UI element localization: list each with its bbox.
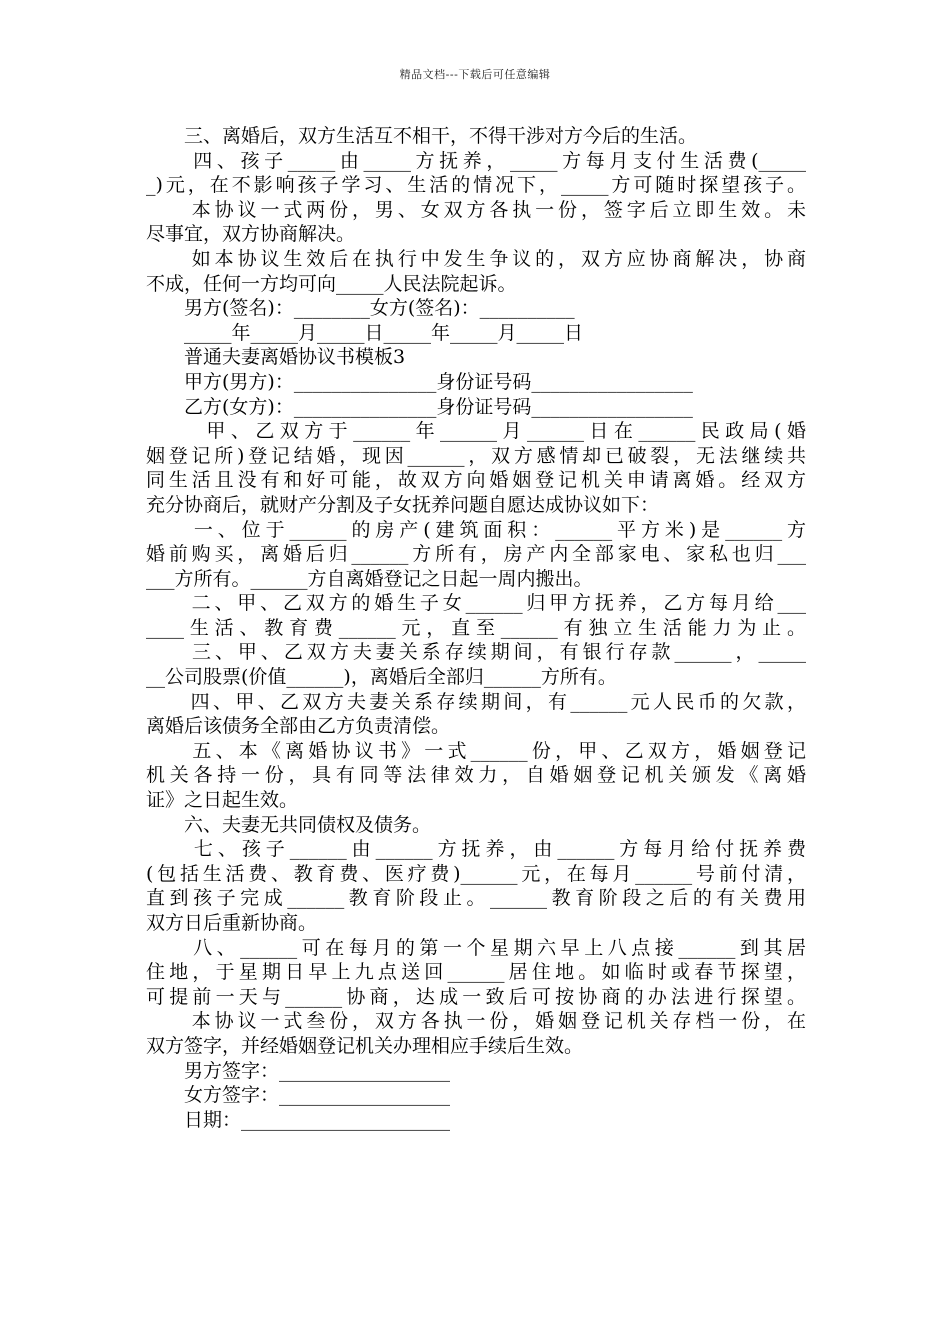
text-line: _____年_____月_____日_____年_____月_____日: [146, 321, 584, 344]
text-line: 八、______可在每月的第一个星期六早上八点接______到其居: [146, 936, 806, 959]
text-line: 男方(签名)：________女方(签名)：__________: [146, 297, 575, 320]
text-line: 五、本《离婚协议书》一式______份，甲、乙双方，婚姻登记: [146, 739, 806, 762]
text-line: 普通夫妻离婚协议书模板3: [146, 346, 406, 369]
text-line: 本协议一式叁份，双方各执一份，婚姻登记机关存档一份，在: [146, 1010, 806, 1033]
text-line: 一、位于______的房产(建筑面积：______平方米)是______方: [146, 518, 806, 541]
text-line: 可提前一天与______协商，达成一致后可按协商的办法进行探望。: [146, 985, 806, 1008]
text-line: 住地，于星期日早上九点送回______居住地。如临时或春节探望，: [146, 961, 806, 984]
text-line: 三、甲、乙双方夫妻关系存续期间，有银行存款______，_____: [146, 641, 806, 664]
text-line: 甲方(男方)：_______________身份证号码_________________: [146, 370, 693, 393]
text-line: __公司股票(价值______)，离婚后全部归______方所有。: [146, 666, 617, 689]
text-line: (包括生活费、教育费、医疗费)______元，在每月______号前付清，: [146, 862, 806, 885]
text-line: 日期：______________________: [146, 1108, 451, 1131]
text-line: 婚前购买，离婚后归______方所有，房产内全部家电、家私也归___: [146, 543, 806, 566]
text-line: 离婚后该债务全部由乙方负责清偿。: [146, 715, 451, 738]
text-line: 乙方(女方)：_______________身份证号码_________________: [146, 395, 693, 418]
page-header: 精品文档---下载后可任意编辑: [399, 68, 551, 81]
text-line: 证》之日起生效。: [146, 789, 299, 812]
text-line: ____生活、教育费______元，直至______有独立生活能力为止。: [146, 616, 806, 639]
text-line: 直到孩子完成______教育阶段止。______教育阶段之后的有关费用: [146, 887, 806, 910]
text-line: ___方所有。______方自离婚登记之日起一周内搬出。: [146, 567, 593, 590]
text-line: _)元，在不影响孩子学习、生活的情况下，_____方可随时探望孩子。: [146, 174, 806, 197]
text-line: 尽事宜，双方协商解决。: [146, 223, 356, 246]
text-line: 男方签字：__________________: [146, 1059, 451, 1082]
text-line: 甲、乙双方于______年______月______日在______民政局(婚: [146, 420, 806, 443]
text-line: 六、夫妻无共同债权及债务。: [146, 813, 432, 836]
text-line: 同生活且没有和好可能，故双方向婚姻登记机关申请离婚。经双方: [146, 469, 806, 492]
document-body: [146, 124, 806, 1132]
text-line: 机关各持一份，具有同等法律效力，自婚姻登记机关颁发《离婚: [146, 764, 806, 787]
text-line: 四、甲、乙双方夫妻关系存续期间，有______元人民币的欠款，: [146, 690, 806, 713]
text-line: 双方签字，并经婚姻登记机关办理相应手续后生效。: [146, 1034, 584, 1057]
text-line: 不成，任何一方均可向_____人民法院起诉。: [146, 272, 517, 295]
text-line: 四、孩子_____由_____方抚养，_____方每月支付生活费(_____: [146, 149, 806, 172]
text-line: 本协议一式两份，男、女双方各执一份，签字后立即生效。未: [146, 198, 806, 221]
text-line: 七、孩子______由______方抚养，由______方每月给付抚养费: [146, 838, 806, 861]
text-line: 充分协商后，就财产分割及子女抚养问题自愿达成协议如下：: [146, 493, 660, 516]
text-line: 姻登记所)登记结婚，现因______，双方感情却已破裂，无法继续共: [146, 444, 806, 467]
text-line: 如本协议生效后在执行中发生争议的，双方应协商解决，协商: [146, 247, 806, 270]
text-line: 双方日后重新协商。: [146, 912, 318, 934]
text-line: 女方签字：__________________: [146, 1084, 451, 1107]
text-line: 二、甲、乙双方的婚生子女______归甲方抚养，乙方每月给___: [146, 592, 806, 615]
text-line: 三、离婚后，双方生活互不相干，不得干涉对方今后的生活。: [146, 125, 698, 147]
